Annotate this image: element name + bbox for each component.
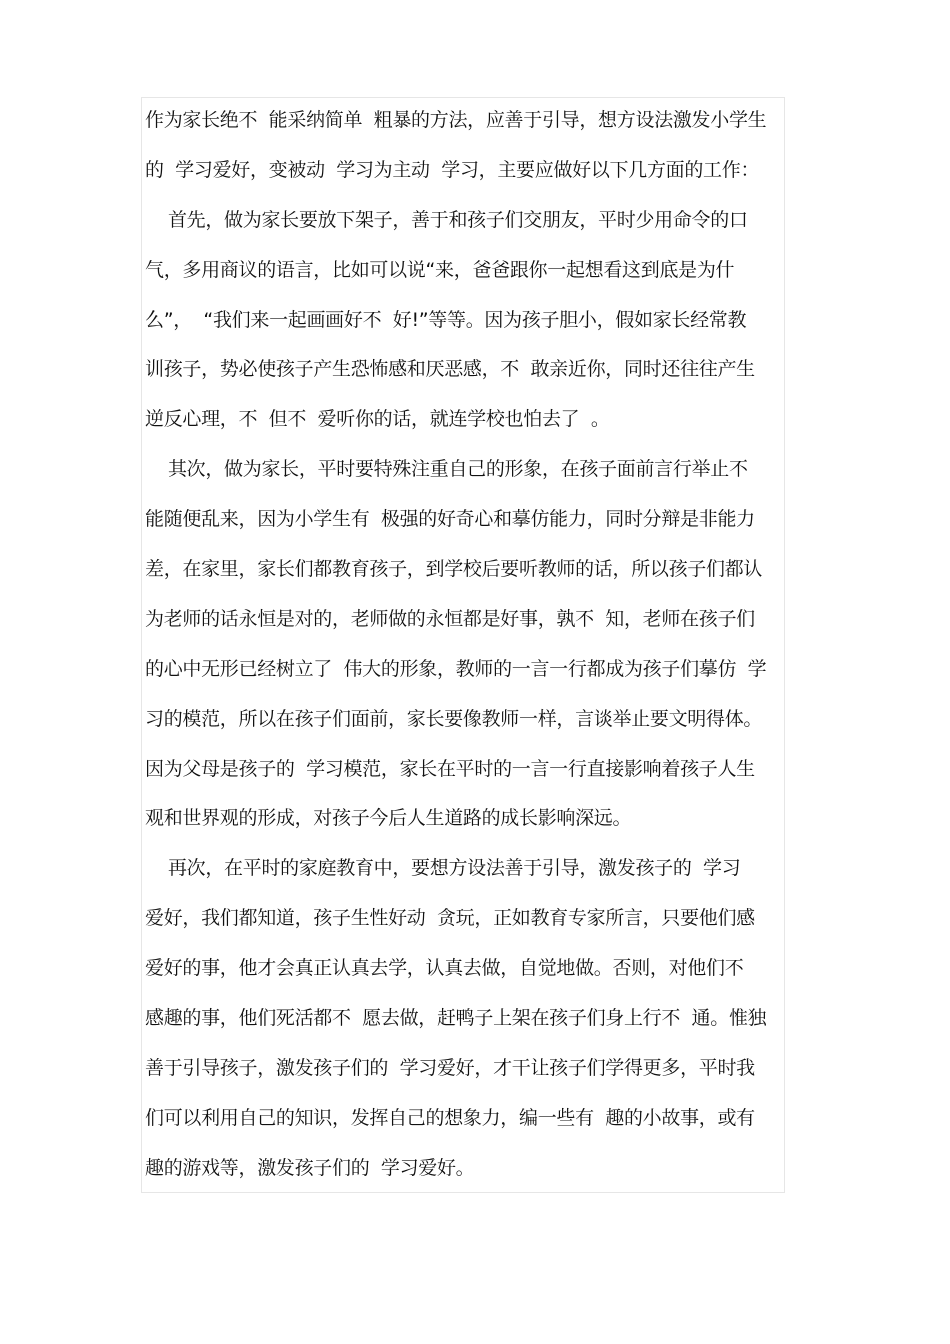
text-line: 们可以利用自己的知识，发挥自己的想象力，编一些有 趣的小故事，或有 — [145, 1106, 755, 1129]
document-body — [145, 96, 785, 1194]
text-line: 为老师的话永恒是对的，老师做的永恒都是好事，孰不 知，老师在孩子们 — [145, 607, 755, 630]
text-line: 趣的游戏等，激发孩子们的 学习爱好。 — [145, 1156, 475, 1179]
text-line: 么”， “我们来一起画画好不 好!”等等。因为孩子胆小，假如家长经常教 — [145, 308, 747, 331]
text-line: 爱好，我们都知道，孩子生性好动 贪玩，正如教育专家所言，只要他们感 — [145, 907, 755, 930]
text-line: 能随便乱来，因为小学生有 极强的好奇心和摹仿能力，同时分辩是非能力 — [145, 508, 755, 531]
text-line: 习的模范，所以在孩子们面前，家长要像教师一样，言谈举止要文明得体。 — [145, 707, 763, 730]
text-line: 训孩子，势必使孩子产生恐怖感和厌恶感，不 敢亲近你，同时还往往产生 — [145, 358, 755, 381]
text-line: 爱好的事，他才会真正认真去学，认真去做，自觉地做。否则，对他们不 — [145, 957, 744, 980]
text-line: 首先，做为家长要放下架子，善于和孩子们交朋友，平时少用命令的口 — [145, 208, 748, 231]
text-line: 的心中无形已经树立了 伟大的形象，教师的一言一行都成为孩子们摹仿 学 — [145, 657, 767, 680]
text-line: 感趣的事，他们死活都不 愿去做，赶鸭子上架在孩子们身上行不 通。惟独 — [145, 1007, 767, 1030]
text-line: 差，在家里，家长们都教育孩子，到学校后要听教师的话，所以孩子们都认 — [145, 558, 763, 581]
text-line: 因为父母是孩子的 学习模范，家长在平时的一言一行直接影响着孩子人生 — [145, 757, 755, 780]
text-line: 逆反心理，不 但不 爱听你的话，就连学校也怕去了 。 — [145, 408, 610, 431]
text-line: 气，多用商议的语言，比如可以说“来，爸爸跟你一起想看这到底是为什 — [145, 258, 735, 281]
text-line: 的 学习爱好，变被动 学习为主动 学习，主要应做好以下几方面的工作： — [145, 158, 760, 181]
text-line: 作为家长绝不 能采纳简单 粗暴的方法，应善于引导，想方设法激发小学生 — [145, 109, 767, 131]
text-line: 再次，在平时的家庭教育中，要想方设法善于引导，激发孩子的 学习 — [145, 857, 741, 880]
text-line: 观和世界观的形成，对孩子今后人生道路的成长影响深远。 — [145, 807, 632, 830]
text-line: 善于引导孩子，激发孩子们的 学习爱好，才干让孩子们学得更多，平时我 — [145, 1056, 755, 1079]
text-line: 其次，做为家长，平时要特殊注重自己的形象，在孩子面前言行举止不 — [145, 458, 748, 481]
